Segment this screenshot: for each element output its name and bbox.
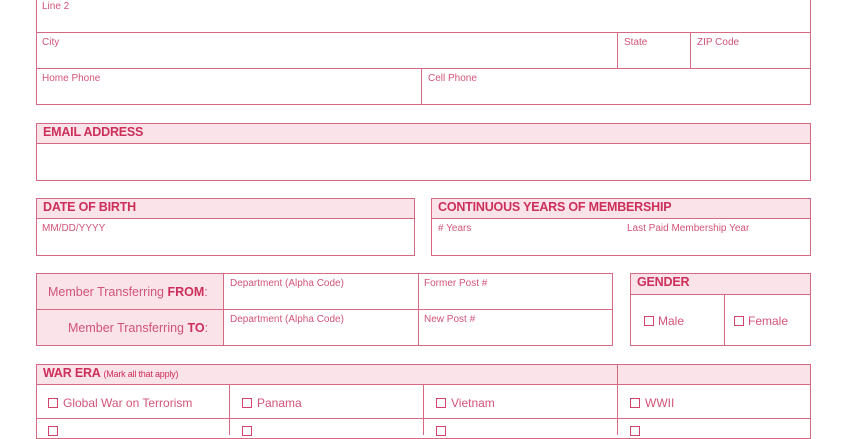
- dept-from-label: Department (Alpha Code): [230, 278, 344, 289]
- war-era-divider-1: [229, 385, 230, 435]
- row2-checkbox-4[interactable]: [630, 426, 640, 436]
- dept-to-label: Department (Alpha Code): [230, 314, 344, 325]
- line2-label: Line 2: [42, 1, 70, 12]
- transfer-to-label: Member Transferring TO:: [68, 321, 209, 335]
- city-label: City: [42, 37, 60, 48]
- gwot-checkbox[interactable]: [48, 398, 58, 408]
- row2-checkbox-2[interactable]: [242, 426, 252, 436]
- zip-label: ZIP Code: [697, 37, 740, 48]
- wwii-label: WWII: [645, 396, 675, 410]
- city-field[interactable]: [37, 47, 615, 67]
- phone-row: [36, 68, 811, 105]
- panama-checkbox[interactable]: [242, 398, 252, 408]
- wwii-checkbox[interactable]: [630, 398, 640, 408]
- cell-phone-label: Cell Phone: [428, 73, 477, 84]
- gender-divider: [724, 294, 725, 346]
- row2-checkbox-1[interactable]: [48, 426, 58, 436]
- war-era-header: WAR ERA (Mark all that apply): [36, 364, 811, 385]
- email-field[interactable]: [37, 144, 810, 180]
- gwot-label: Global War on Terrorism: [63, 396, 193, 410]
- row2-checkbox-3[interactable]: [436, 426, 446, 436]
- city-state-divider: [617, 32, 618, 69]
- female-checkbox[interactable]: [734, 316, 744, 326]
- transfer-row-divider: [36, 309, 613, 310]
- female-label: Female: [748, 314, 789, 328]
- dob-header: DATE OF BIRTH: [36, 198, 415, 219]
- years-label: # Years: [438, 223, 472, 234]
- dob-format-label: MM/DD/YYYY: [42, 223, 106, 234]
- war-era-divider-3: [617, 364, 618, 435]
- membership-header: CONTINUOUS YEARS OF MEMBERSHIP: [431, 198, 811, 219]
- vietnam-checkbox[interactable]: [436, 398, 446, 408]
- line2-field[interactable]: [36, 0, 811, 34]
- state-zip-divider: [690, 32, 691, 69]
- new-post-label: New Post #: [424, 314, 476, 325]
- vietnam-label: Vietnam: [451, 396, 495, 410]
- war-era-row-divider: [36, 418, 811, 419]
- war-era-note: (Mark all that apply): [103, 369, 179, 379]
- male-checkbox[interactable]: [644, 316, 654, 326]
- war-era-divider-2: [423, 385, 424, 435]
- home-phone-label: Home Phone: [42, 73, 101, 84]
- last-paid-label: Last Paid Membership Year: [627, 223, 750, 234]
- gender-header: GENDER: [630, 273, 811, 295]
- panama-label: Panama: [257, 396, 302, 410]
- transfer-dept-post-divider: [418, 273, 419, 346]
- male-label: Male: [658, 314, 685, 328]
- former-post-label: Former Post #: [424, 278, 488, 289]
- email-header: EMAIL ADDRESS: [36, 123, 811, 144]
- phone-divider: [421, 68, 422, 105]
- transfer-from-label: Member Transferring FROM:: [48, 285, 208, 299]
- state-label: State: [624, 37, 648, 48]
